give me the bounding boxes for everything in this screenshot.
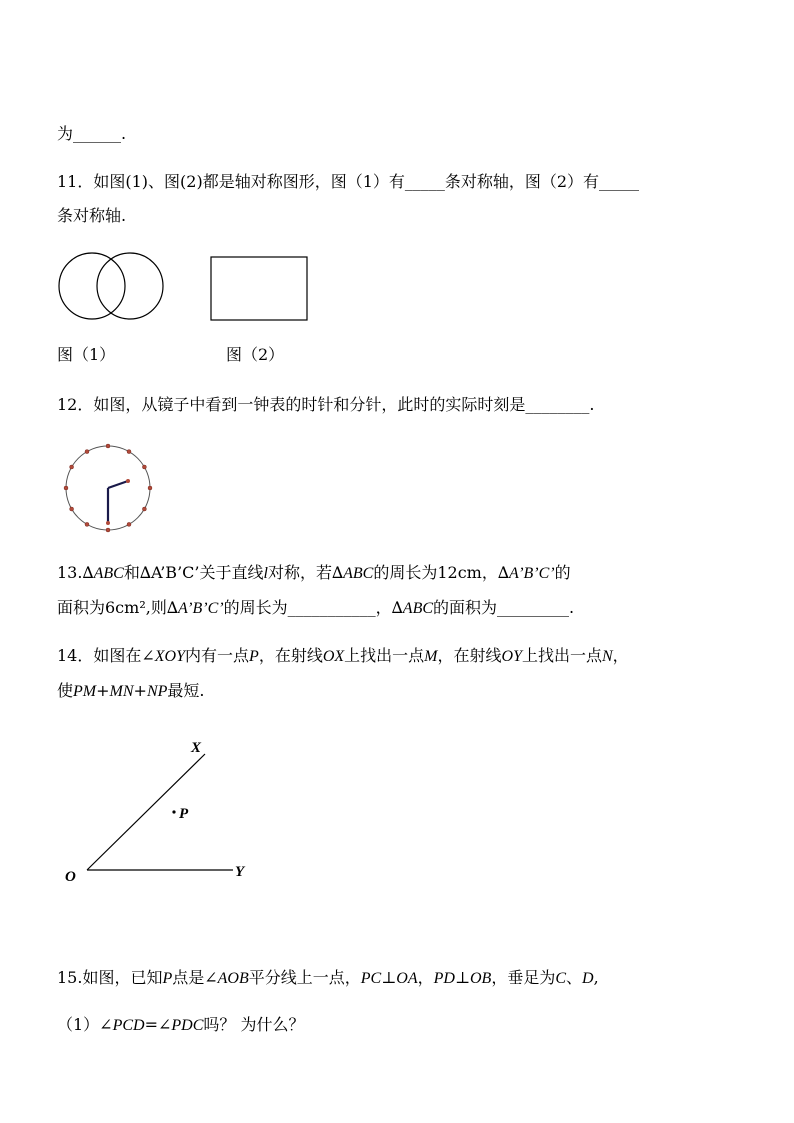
- q14-m: M: [424, 648, 438, 665]
- q14-m-comma: ，: [612, 646, 629, 665]
- q15-c: 点是∠: [172, 968, 218, 987]
- q14-i: ，在射线: [437, 646, 502, 665]
- q15-p: P: [162, 970, 173, 987]
- q10-answer-line: 为______.: [57, 124, 127, 143]
- hand-tip-dot-2: [126, 479, 130, 483]
- q13-a-prime-2: A’B’C’: [178, 600, 224, 617]
- q13-text-line2: [57, 597, 574, 620]
- q15-perp2: ⊥: [454, 968, 470, 987]
- q15-ob: OB: [470, 970, 492, 987]
- q14-2a: 使: [57, 681, 74, 700]
- q15-pdc: PDC: [171, 1017, 204, 1034]
- q13-text-line1: [57, 562, 571, 585]
- q15-m: ，垂足为: [491, 968, 556, 987]
- q13-text-d: 和∆A’B’C’关于直线: [123, 563, 264, 582]
- label-o: O: [65, 869, 76, 885]
- q14-text-line2: [57, 680, 204, 703]
- angle-xoy-figure: [55, 730, 265, 890]
- q15-end: ,: [593, 968, 599, 987]
- q14-plus2: +: [133, 681, 147, 700]
- figure-2-caption: 图（2）: [226, 345, 285, 364]
- figure-1-two-circles: [50, 248, 180, 328]
- figure-2-rectangle: [205, 252, 315, 327]
- q13-triangle-symbol: ∆: [82, 563, 94, 582]
- q14-k: 上找出一点: [521, 646, 602, 665]
- q13-abc-3: ABC: [402, 600, 434, 617]
- q13-abc-2: ABC: [343, 565, 374, 582]
- q14-text-line1: [57, 645, 629, 668]
- q15-text-line1: [57, 967, 599, 990]
- q14-ox: OX: [322, 648, 345, 665]
- circle-left: [59, 253, 125, 319]
- q13-a-prime: A’B’C’: [509, 565, 555, 582]
- label-y: Y: [235, 864, 245, 880]
- q14-2g: 最短.: [167, 681, 205, 700]
- q14-c: 内有一点: [185, 646, 250, 665]
- q14-np: NP: [146, 683, 168, 700]
- q15-2e: 吗？ 为什么？: [203, 1015, 305, 1034]
- q11-text-line1: 11．如图(1)、图(2)都是轴对称图形，图（1）有_____条对称轴，图（2）有_____: [57, 172, 640, 191]
- label-p: P: [179, 806, 189, 822]
- q15-e: 平分线上一点，: [248, 968, 361, 987]
- label-x: X: [191, 740, 202, 756]
- q13-number: 13.: [57, 563, 83, 582]
- q13-line-l: l: [263, 565, 268, 582]
- q13-text-2c: 的周长为___________，∆: [223, 598, 403, 617]
- figure-1-caption: 图（1）: [57, 345, 116, 364]
- mirror-clock-figure: [60, 443, 160, 533]
- q15-aob: AOB: [217, 970, 249, 987]
- clock-hand-short: [108, 481, 128, 488]
- q15-a: 15.如图，已知: [57, 968, 163, 987]
- rectangle-shape: [211, 257, 307, 320]
- q11-text-line2: 条对称轴.: [57, 206, 127, 225]
- circle-right: [97, 253, 163, 319]
- q15-text-line2: [57, 1014, 305, 1037]
- q14-oy: OY: [501, 648, 522, 665]
- q15-oa: OA: [396, 970, 418, 987]
- q15-2c: =∠: [144, 1015, 172, 1034]
- q13-abc: ABC: [93, 565, 124, 582]
- q15-pd: PD: [433, 970, 455, 987]
- q13-text-h: 的周长为12cm，∆: [373, 563, 510, 582]
- q14-n: N: [601, 648, 613, 665]
- q15-comma: ，: [417, 968, 434, 987]
- q15-2a: （1）∠: [57, 1015, 113, 1034]
- q12-text-line1: 12．如图，从镜子中看到一钟表的时针和分针，此时的实际时刻是________.: [57, 395, 595, 414]
- q14-g: 上找出一点: [344, 646, 425, 665]
- q13-text-2e: 的面积为_________.: [433, 598, 575, 617]
- q15-dun: 、: [566, 968, 583, 987]
- q13-text-j: 的: [554, 563, 571, 582]
- q14-mn: MN: [109, 683, 134, 700]
- q13-text-f: 对称，若∆: [267, 563, 344, 582]
- q15-d: D: [582, 970, 594, 987]
- q14-pm: PM: [73, 683, 97, 700]
- q14-a: 14．如图在∠: [57, 646, 155, 665]
- point-p: [172, 810, 175, 813]
- q14-xoy: XOY: [154, 648, 186, 665]
- q14-e: ，在射线: [258, 646, 323, 665]
- q15-pc: PC: [360, 970, 382, 987]
- q15-perp1: ⊥: [381, 968, 397, 987]
- q14-p: P: [249, 648, 259, 665]
- q15-cc: C: [555, 970, 567, 987]
- q14-plus1: +: [96, 681, 110, 700]
- hand-tip-dot: [106, 521, 110, 525]
- q15-pcd: PCD: [112, 1017, 145, 1034]
- q13-text-2a: 面积为6cm²,则∆: [57, 598, 178, 617]
